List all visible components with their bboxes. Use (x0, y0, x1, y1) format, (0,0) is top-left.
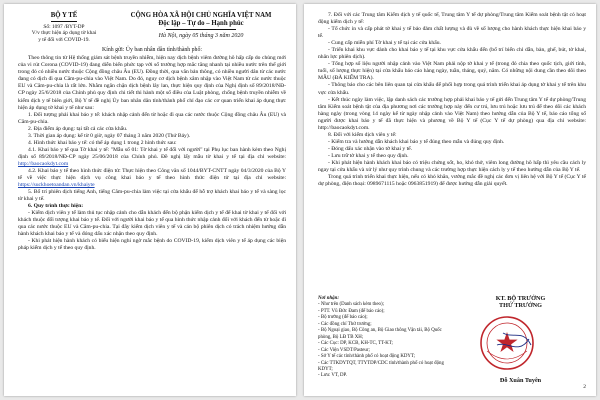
list-item: - Thông báo cho các bên liên quan tại cửa khẩu để phối hợp trong quá trình triển khai áp dụng tờ khai y tế trên khu vực cửa khẩu. (318, 82, 586, 96)
document-body (18, 55, 286, 252)
body-paragraph (18, 147, 286, 168)
list-item: - Cung cấp miễn phí Tờ khai y tế tại các cửa khẩu. (328, 40, 441, 47)
body-paragraph: 8. Đối với kiểm dịch viên y tế: (328, 131, 397, 138)
paragraph-text: 4.2. Khai báo y tế theo hình thức điện tử: Thực hiện theo Công văn số 1044/BYT-CNTT ngày 04/3/2020 của Bộ Y tế về việc thực hiện dịch vụ công khai báo y tế theo hình thức điện tử tại địa chỉ website: (18, 167, 286, 182)
official-seal-icon (479, 315, 535, 371)
issuer-block (18, 12, 110, 43)
signature-role: THỨ TRƯỞNG (499, 302, 542, 310)
list-item: - Khi phát hiện hành khách có biểu hiện nghi ngờ mắc bệnh do COVID-19, kiểm dịch viên y tế áp dụng các biện pháp kiểm dịch y tế theo quy định. (18, 238, 286, 252)
signature-title: KT. BỘ TRƯỞNG (495, 295, 546, 302)
body-paragraph: 3. Thời gian áp dụng: kể từ 0 giờ, ngày 07 tháng 3 năm 2020 (Thứ Bảy). (28, 132, 191, 139)
body-paragraph: 4. Hình thức khai báo y tế: có thể áp dụng 1 trong 2 hình thức sau: (28, 139, 177, 146)
country-name: CỘNG HÒA XÃ HỘI CHỦ NGHĨA VIỆT NAM (130, 12, 272, 19)
list-item: - Tổ chức in và cấp phát tờ khai y tế bảo đảm chất lượng và đủ về số lượng cho hành khách thực hiện khai báo y tế. (318, 26, 586, 40)
recipient-item: - Lưu: VT, DP. (318, 373, 347, 379)
list-item: - Tổng hợp số liệu người nhập cảnh vào Việt Nam phải nộp tờ khai y tế (trong đó chia theo quốc tịch, giới tính, tuổi, số lượng thực hiện) tại cửa khẩu báo cáo hàng ngày, tuần, tháng, quý, năm. Có những nội dung cần theo dõi theo MẪU (ĐÃ KIỂM TRA). (318, 61, 586, 82)
recipient-item: - Bộ Ngoại giao, Bộ Công an, Bộ Giao thông Vận tải, Bộ Quốc phòng, Bộ LĐ TB XH; (318, 328, 442, 340)
national-header (116, 12, 286, 43)
document-header (18, 12, 286, 43)
header-divider (166, 29, 236, 30)
closing-paragraph: Trong quá trình triển khai thực hiện, nếu có khó khăn, vướng mắc đề nghị các đơn vị liên hệ với Bộ Y tế (Cục Y tế dự phòng, điện thoại: 0989671115 hoặc 0963851919) để được hướng dẫn giải quyết. (318, 174, 586, 188)
suckhoetoandan-link[interactable]: https://suckhoetoandan.vn/khaiyte (18, 182, 95, 189)
signature-block (448, 295, 593, 384)
recipient-item: - Các TTKDYTQT, TTYTDP/CDC tỉnh/thành phố có hoạt động KDYT; (318, 360, 444, 372)
body-paragraph: 5. Bố trí phiên dịch tiếng Anh, tiếng Căm-pu-chia làm việc tại cửa khẩu để hỗ trợ khách khai báo y tế và sàng lọc tờ khai y tế. (18, 189, 286, 203)
recipient-item: - PTT. Vũ Đức Đam (để báo cáo); (318, 308, 385, 314)
intro-paragraph: Theo thông tin từ Hệ thống giám sát bệnh truyền nhiễm, hiện nay dịch bệnh viêm đường hô hấp cấp do chủng mới của vi rút Corona (COVID-19) đang diễn biến phức tạp với số trường hợp mắc tăng nhanh tại nhiều nước trên thế giới trong đó có nhiều nước thuộc Cộng đồng châu Âu (EU). Đồng thời, qua văn bản thông, có nhiều người dân từ các nước đang có dịch đi qua Căm-pu-chia vào Việt Nam. Do đó, nguy cơ dịch bệnh xâm nhập vào Việt Nam từ các nước thuộc EU và Căm-pu-chia là rất lớn. Nhằm ngăn chặn dịch bệnh lây lan, thực hiện quy định của Nghị định số 89/2018/NĐ-CP ngày 25/6/2018 của Chính phủ quy định chi tiết thi hành một số điều của Luật phòng, chống bệnh truyền nhiễm về kiểm dịch y tế biên giới, Bộ Y tế đề nghị Ủy ban nhân dân tỉnh/thành phố chỉ đạo các cơ quan triển khai áp dụng thực hiện áp dụng tờ khai y tế như sau: (18, 55, 286, 111)
list-item: - Kiểm dịch viên y tế làm thủ tục nhập cảnh cho dẫn khách đến bộ phận kiểm dịch y tế để khai tờ khai y tế đối với khách thuộc đối tượng khai báo y tế. Đối với người khai báo y tế qua hình thức nhập cảnh đối với khách đến từ hoặc đi qua các nước thuộc EU và Căm-pu-chia. Tại đây kiểm dịch viên y tế và cán bộ phiên dịch có trách nhiệm hướng dẫn hành khách khai báo y tế và đóng dấu xác nhận theo quy định. (18, 210, 286, 238)
signer-name: Đỗ Xuân Tuyên (499, 377, 542, 384)
subject-line: V/v thực hiện áp dụng tờ khai (31, 30, 97, 37)
section-heading: 6. Quy trình thực hiện: (28, 203, 84, 210)
list-item: - Lưu trữ tờ khai y tế theo quy định. (328, 152, 409, 159)
document-page-1 (4, 4, 296, 396)
recipient-item: - Các Cục: DP, KCB, KH-TC, TT-KT; (318, 341, 393, 347)
document-page-2 (304, 4, 596, 396)
paragraph-text: 4.1. Khai báo y tế qua Tờ khai y tế: "Mẫu số 01: Tờ khai y tế đối với người" tại Phụ lục ban hành kèm theo Nghị định số 89/2018/NĐ-CP ngày 25/06/2018 của Chính phủ. Đề nghị lấy mẫu tờ khai y tế tại địa chỉ website: (18, 146, 286, 160)
list-item: - Khi phát hiện hành khách khai báo có triệu chứng sốt, ho, khó thở, viêm long đường hô hấp thì yêu cầu cách ly ngay tại cửa khẩu và xử lý như quy trình chung và các trường hợp thực hiện cách ly y tế theo hướng dẫn của Bộ Y tế. (318, 159, 586, 174)
page-number: 2 (583, 384, 586, 390)
recipient-item: - Như trên (Danh sách kèm theo); (318, 302, 384, 308)
recipient-item: - Bộ trưởng (để báo cáo); (318, 315, 368, 321)
baocaokdyt-link[interactable]: http://baocaokdyt.com (18, 160, 69, 167)
recipient-item: - Các Viện VSDT/Pasteur; (318, 347, 370, 353)
body-paragraph: 7. Đối với các Trung tâm Kiểm dịch y tế quốc tế, Trung tâm Y tế dự phòng/Trung tâm Kiểm soát bệnh tật có hoạt động kiểm dịch y tế: (318, 12, 586, 26)
national-motto: Độc lập – Tự do – Hạnh phúc (158, 20, 244, 27)
recipients-heading: Nơi nhận: (318, 296, 339, 301)
header-divider (51, 21, 77, 22)
list-item: - Triển khai khu vực dành cho khai báo y tế tại khu vực cửa khẩu đến (bố trí biển chỉ dẫn, bàn, ghế, bút, tờ khai, nhân lực phiên dịch). (318, 47, 586, 61)
ministry-name: BỘ Y TẾ (50, 12, 78, 19)
issue-date: Hà Nội, ngày 05 tháng 3 năm 2020 (158, 33, 244, 39)
recipient-item: - Sở Y tế các tỉnh/thành phố có hoạt động KDYT; (318, 354, 416, 360)
recipient-line: Kính gửi: Ủy ban nhân dân tỉnh/thành phố: (102, 47, 202, 54)
document-number: Số: 1097 /BYT-DP (43, 24, 85, 30)
list-item: - Kết thúc ngày làm việc, lập danh sách các trường hợp phải khai báo y tế gửi đến Trung tâm Y tế dự phòng/Trung tâm Kiểm soát bệnh tật của địa phương nơi các trường hợp này đến cư trú, lưu trú hoặc lưu trú để theo dõi các khách hàng ngày (trong vòng 14 ngày kể từ ngày nhập cảnh vào Việt Nam) theo hướng dẫn của Bộ Y tế, báo cáo tổng số người được khai báo y tế đã thực hiện và phương về Bộ Y tế (Cục Y tế dự phòng) qua địa chỉ website: http://baocaokdyt.com. (318, 96, 586, 131)
recipients-list (318, 296, 444, 380)
subject-line: y tế đối với COVID-19. (38, 36, 90, 43)
list-item: - Kiểm tra và hướng dẫn khách khai báo y tế đúng theo mẫu và đúng quy định. (328, 138, 505, 145)
body-paragraph: 1. Đối tượng phải khai báo y tế: khách nhập cảnh đến từ hoặc đi qua các nước thuộc Cộng đồng châu Âu (EU) và Căm-pu-chia. (18, 111, 286, 125)
body-paragraph (18, 168, 286, 189)
recipient-item: - Các đồng chí Thứ trưởng; (318, 321, 372, 327)
document-body (318, 12, 586, 188)
body-paragraph: 2. Địa điểm áp dụng: tại tất cả các cửa khẩu. (28, 125, 128, 132)
list-item: - Đóng dấu xác nhận vào tờ khai y tế. (328, 145, 413, 152)
